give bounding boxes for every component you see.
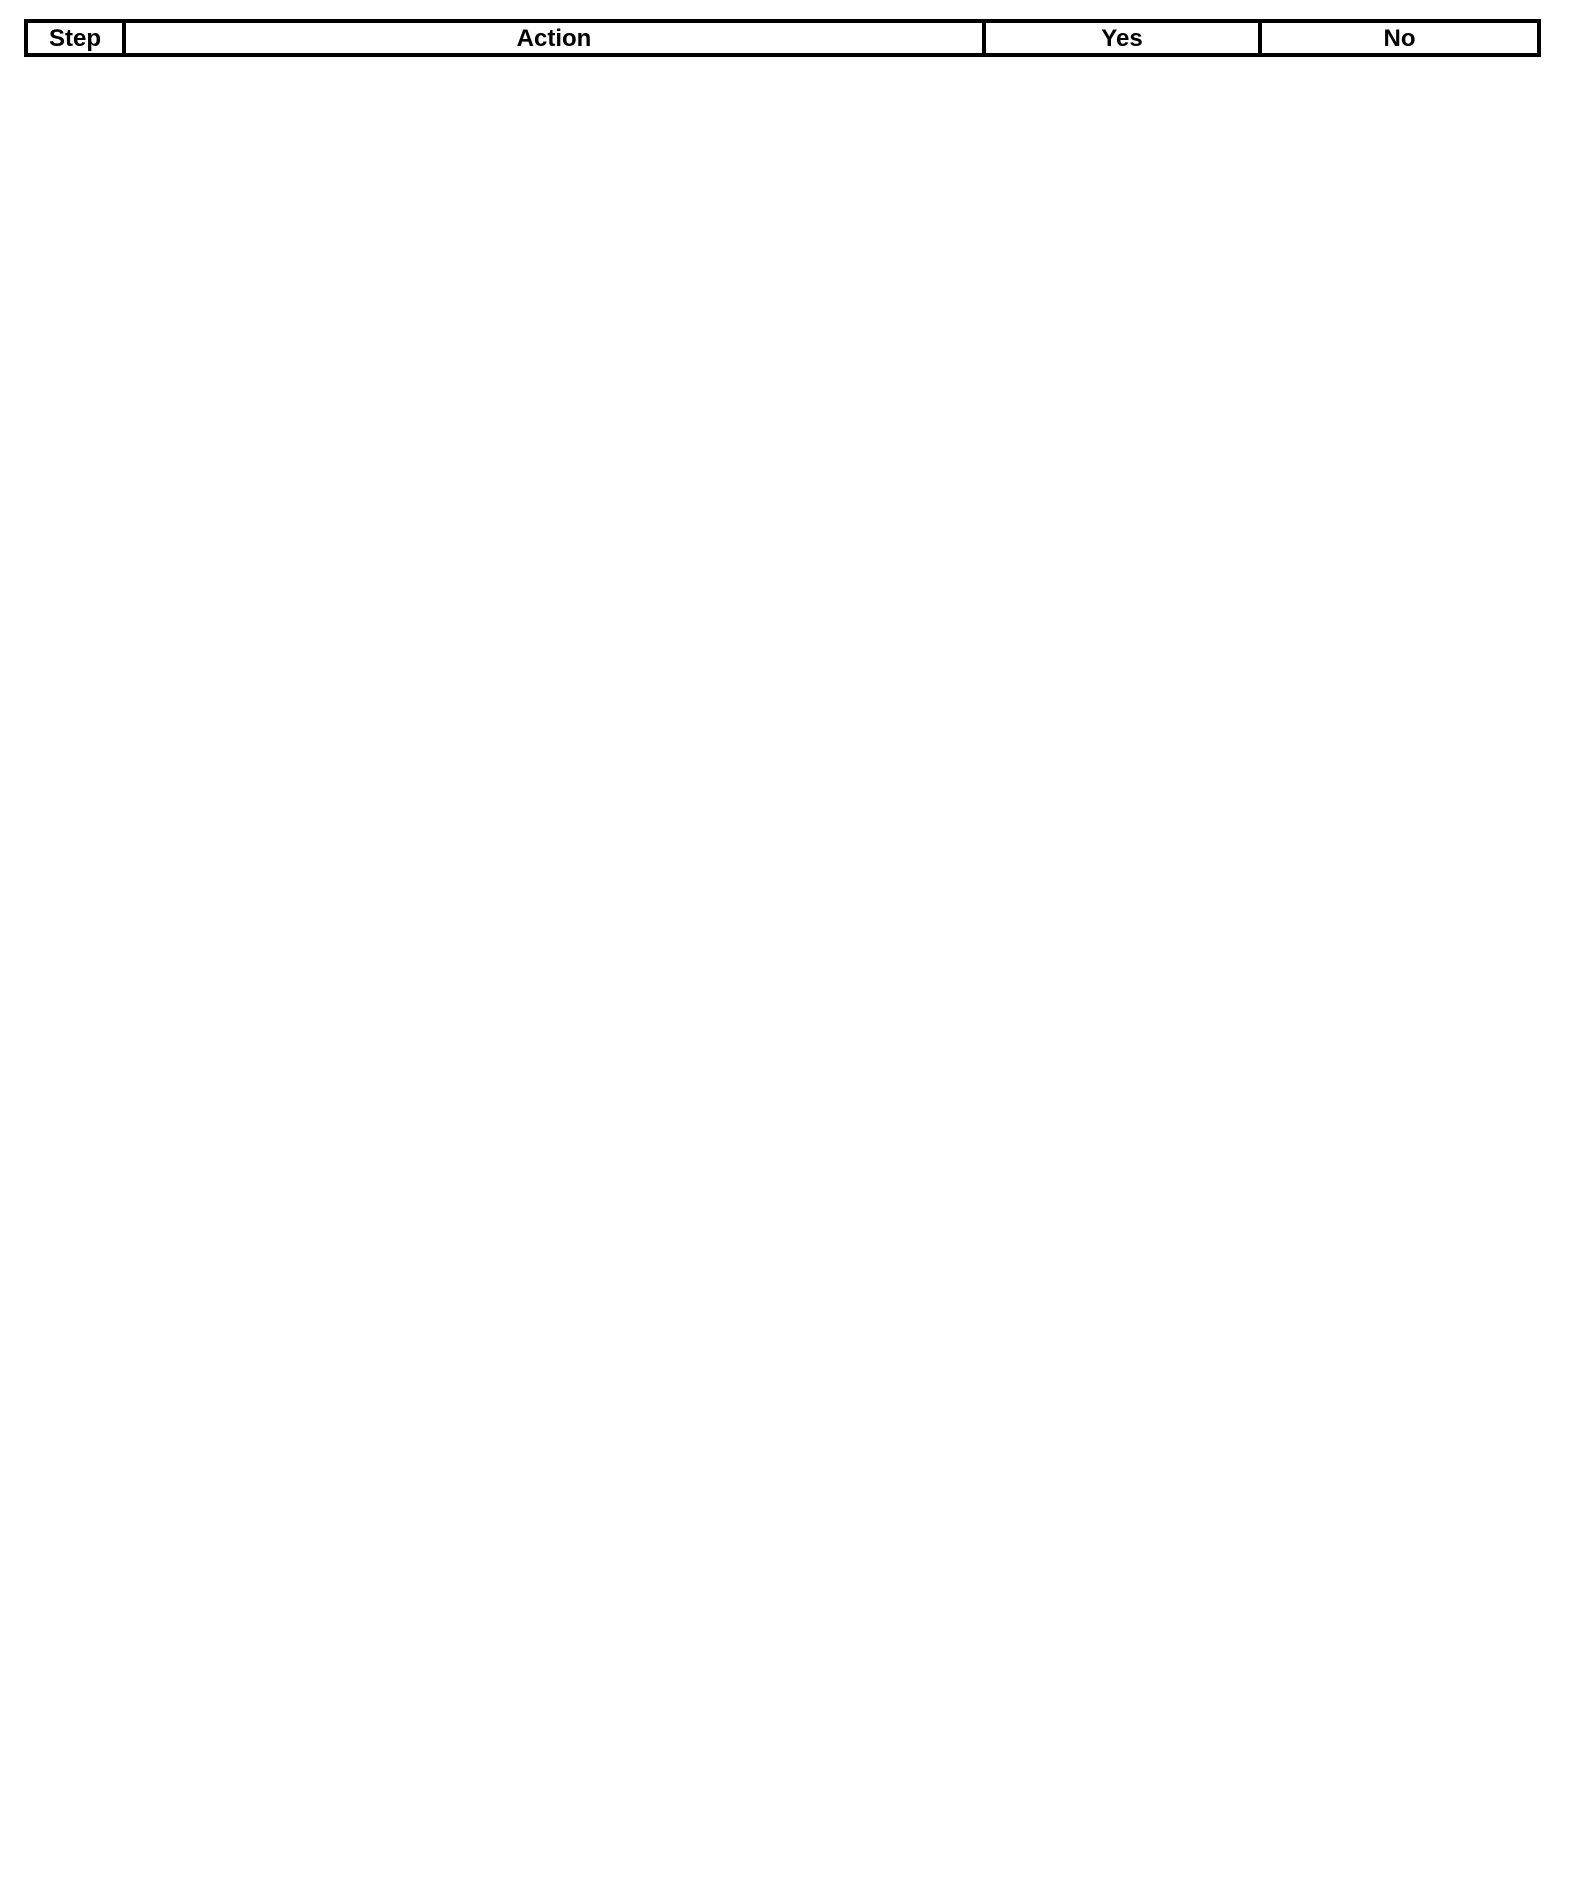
diagnostic-table [24,19,1541,57]
step-column-header: Step [26,21,124,55]
no-column-header: No [1260,21,1539,55]
header-row [26,21,1539,55]
action-column-header: Action [124,21,984,55]
yes-column-header: Yes [984,21,1260,55]
